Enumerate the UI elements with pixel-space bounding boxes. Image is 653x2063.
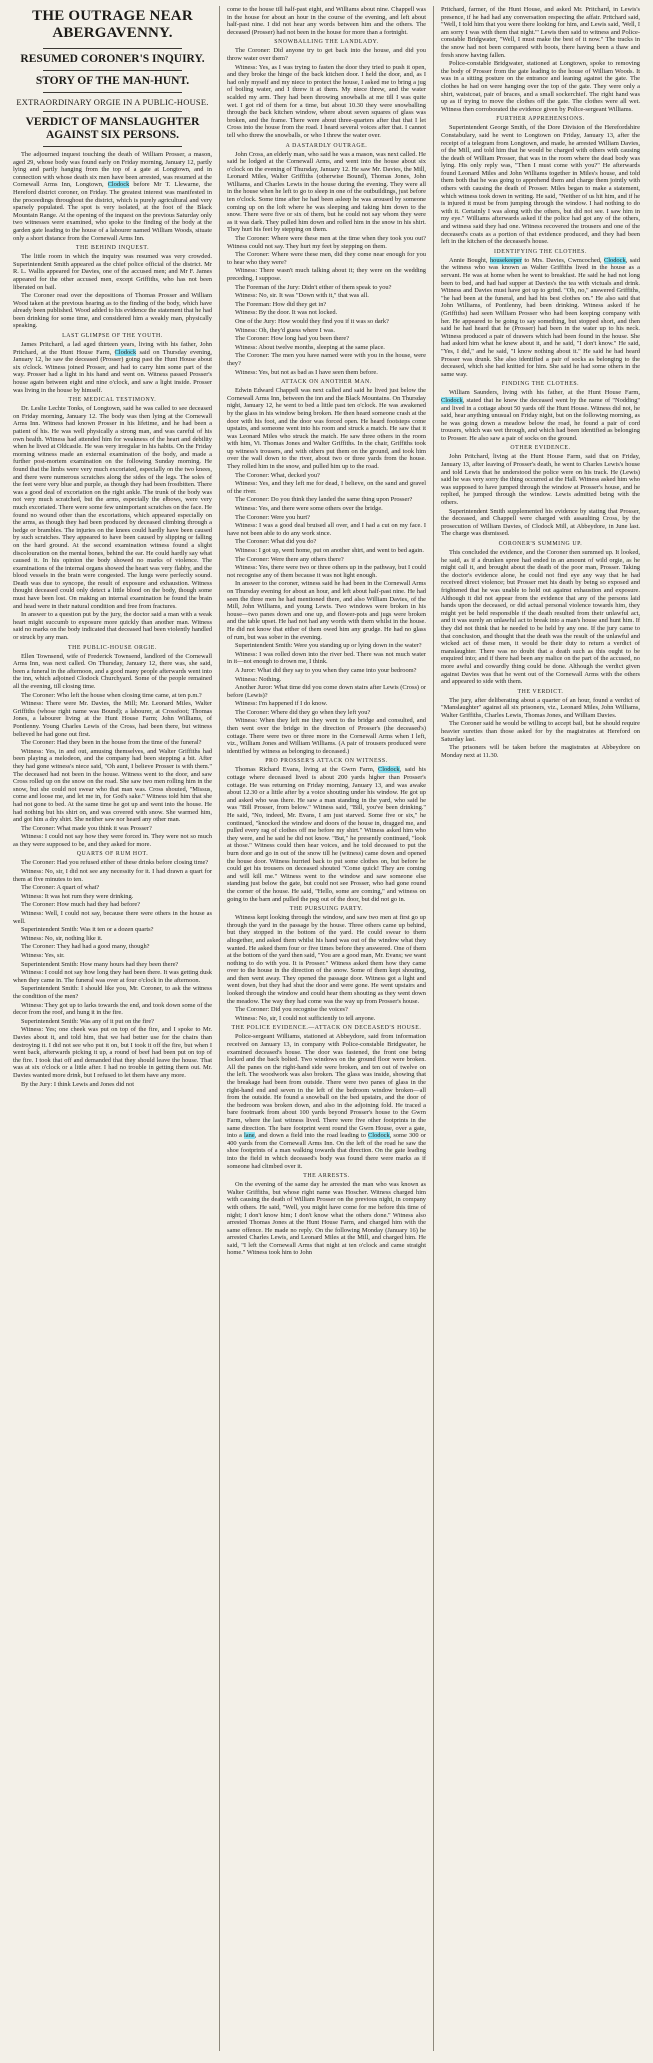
highlight: Clodock — [107, 181, 130, 189]
paragraph: James Pritchard, a lad aged thirteen years, living with his father, John Pritchard, at the Hunt House Farm, Clodock said on Thursday evening, January 12, he saw the deceased (Prosser) going past the Hunt House about six o'clock. Witness joined Prosser, and had to carry him some part of the way. Prosser had a light in his hand and went on. Witness passed Prosser's house again between eight and nine o'clock, and saw a light inside. Prosser was living in the house by himself. — [13, 341, 213, 394]
paragraph: The Coroner: Where were these men, did they come near enough for you to hear who they were? — [227, 251, 426, 266]
paragraph: Superintendent Smith: How many hours had they been there? — [21, 960, 179, 968]
paragraph: One of the Jury: How would they find you if it was so dark? — [235, 317, 389, 325]
paragraph: The Foreman of the Jury: Didn't either of them speak to you? — [235, 283, 392, 291]
section-heading: LAST GLIMPSE OF THE YOUTH. — [62, 333, 163, 340]
divider — [43, 92, 182, 93]
paragraph: Thomas Richard Evans, living at the Gwrn Farm, Clodock, said his cottage where deceased lived is about 200 yards higher than Prosser's cottage. He was returning on Friday morning, January 13, and was awake about 12.30 or a little after by a voice shouting under his window. He got up and asked who was there. He saw a man standing in the yard, who said he was "Bill Prosser, from below." Witness said, "Bill, you've been drinking." He said, "No, indeed, Mr. Evans, I am just starved. Some five or six," he continued, "knocked the window and doors of the house in, dragged me, and pulled every rag of clothes off me before my shirt." Witness asked him who they were, and he said he did not know. "But," he presently continued, "look at those." Witness could then hear voices, and he told deceased to put the burn door and go in out of the snow till he (witness) came down and opened the house door. Witness hurried back to put some clothes on, but before he could get his trousers on deceased shouted "Come quick! They are coming and will kill me." Witness went to the window and saw someone else standing just below the gate, but could not see Prosser, who had gone round the corner of the house. He said, "Hello, some are coming," and witness on going to the barn and pulled the peg out of the door, but did not go in. — [227, 766, 426, 903]
paragraph: Witness: Nothing. — [235, 675, 282, 683]
paragraph: Witness: It was hot rum they were drinking. — [21, 892, 134, 900]
paragraph: Witness kept looking through the window, and saw two men at first go up through the yard in the passage by the house. Three others came up behind, but they stopped in the bottom of the yard. He could swear to them altogether, and asked them whilst his hand was out of the window what they wanted. He asked them four or five times before they answered. One of them at the bottom of the yard then said, "You are a good man, Mr. Evans; we want nothing to do with you. It is Prosser." Witness asked them how they came over to the house in the direction of the snow. Some of them kept shouting, and then went away. They opened the passage door. Witness got a light and went down, but they had shut the door and were gone. He went upstairs and looked through the window and could hear them shouting as they went down the meadow. The way they had come was the way up from Prosser's house. — [227, 914, 426, 1005]
paragraph: William Saunders, living with his father, at the Hunt House Farm, Clodock, stated that he knew the deceased went by the name of "Nodding" and lived in a cottage about 50 yards off the Hunt House. Witness did not, he said, hear anything unusual on Friday night, but on the following morning, as he was going down a meadow below the road, he found a pair of cord trousers, which was wet through, and which had been identified as belonging to Prosser. He also saw a pair of socks on the ground. — [441, 389, 640, 442]
section-heading: FURTHER APPREHENSIONS. — [496, 116, 585, 123]
paragraph: Superintendent Smith supplemented his evidence by stating that Prosser, the deceased, and Chappell were charged with assaulting Cross, by the prosecution of William Davies, of Clodock Mill, at Abbeydore, in June last. The charge was dismissed. — [441, 507, 640, 538]
highlight: Clodock — [114, 348, 137, 356]
paragraph: Superintendent Smith: I should like you, Mr. Coroner, to ask the witness the condition of the men? — [13, 985, 212, 1000]
paragraph: The Coroner: Where did they go when they left you? — [235, 708, 371, 716]
paragraph: Witness: Yes, but not as bad as I have seen them before. — [235, 368, 378, 376]
paragraph: The Coroner read over the depositions of Thomas Prosser and William Wood taken at the previous hearing as to the finding of the body, which have already been published. Wood added to his evidence the statement that he had been drinking for some time, and considered him a weakly man, physically speaking. — [13, 292, 213, 330]
paragraph: Witness: No, sir, I did not see any necessity for it. I had drawn a quart for them at five minutes to ten. — [13, 868, 212, 883]
paragraph: Witness: I'm happened if I do know. — [235, 700, 328, 708]
newspaper-page — [6, 6, 647, 2051]
paragraph: Ellen Townsend, wife of Frederick Townsend, landlord of the Cornewall Arms Inn, was next called. On Thursday, January 12, there was, she said, been a funeral in the afternoon, and a good many people afterwards went into the inn, which adjoined Clodock Churchyard. Some of the people remained all the evening, till closing time. — [13, 652, 212, 690]
divider — [43, 111, 182, 112]
paragraph: Witness: Well, I could not say, because there were others in the house as well. — [13, 910, 212, 925]
divider — [43, 48, 182, 49]
paragraph: The Coroner said he would be willing to accept bail, but he should require heavier sureties than those asked for by the magistrates at Hereford on Saturday last. — [441, 720, 640, 743]
paragraph: Witness: Yes, as I was trying to fasten the door they tried to push it open, and they broke the hinge of the back kitchen door. I held the door, and, as I had only myself and my niece to protect the house, I asked me to bring a jug of boiling water, and I threw it at them. My niece threw, and the water scalded my arm. They had been throwing snowballs at me till I was quite wet. I got rid of them for a time, but about 10.30 they were snowballing through the back kitchen window, where about seven squares of glass was broken, and the frame. There were about three-quarters after that that I let Cross into the house from the road. I heard several voices after that. I cannot tell who threw the snowballs, or who I threw the water over. — [227, 63, 426, 139]
section-heading: CORONER'S SUMMING UP. — [498, 541, 583, 547]
paragraph: The Coroner: Had they been in the house from the time of the funeral? — [21, 739, 202, 747]
paragraph: Witness: About twelve months, sleeping at the same place. — [235, 343, 385, 351]
paragraph: The Coroner: A quart of what? — [21, 884, 100, 892]
paragraph: Witness: No, sir, I could not sufficiently to tell anyone. — [235, 1014, 376, 1022]
paragraph: The Coroner: Do you think they landed the same thing upon Prosser? — [235, 496, 413, 504]
paragraph: The prisoners will be taken before the magistrates at Abbeydore on Monday next at 11.30. — [441, 744, 640, 759]
paragraph: Witness: No, sir. It was "Down with it," that was all. — [235, 292, 369, 300]
section-heading: PRO PROSSER'S ATTACK ON WITNESS. — [265, 758, 388, 765]
paragraph: On the evening of the same day he arrested the man who was known as Walter Griffiths, but whose right name was Hoscher. Witness charged him with causing the death of William Prosser on the previous night, in company with others. He said, "Well, you might have come for me before this time of night; I don't know him; I don't know what the others done." Witness also arrested Thomas Jones at the Hunt House Farm, and charged him with the same offence. He made no reply. On the following Monday (January 16) he arrested Charles Lewis, and Leonard Miles at the Mill, and charged him. He said, "I left the Cornewall Arms that night at ten o'clock and came straight home." Witness took him to John — [227, 1181, 426, 1257]
paragraph: Witness: When they left me they went to the bridge and consulted, and then went over the bridge in the direction of Prosser's (the deceased's) cottage. There were two or three more in the Cornewall Arms when I left, viz., William Jones and William Williams. (A pair of trousers produced were identified by witness as belonging to deceased.) — [227, 717, 426, 755]
paragraph: Police-constable Bridgwater, stationed at Longtown, spoke to removing the body of Prosser from the gate leading to the house of William Woods. It was in a sitting posture on the entrance and leaning against the gate. The clothes he had on were hanging over the top of the gate. They were only a shirt, waistcoat, pair of braces, and a small sockerchief. The right hand was up as if trying to move the clothes off the gate. The clothes were all wet. Witness then corroborated the evidence given by Police-sergeant Williams. — [441, 60, 640, 113]
paragraph: In answer to a question put by the jury, the doctor said a man with a weak heart might succumb to exposure more quickly than another man. Witness said no marks on the body indicated that deceased had been violently handled or struck by any man. — [13, 611, 212, 642]
paragraph: Annie Bought, housekeeper to Mrs. Davies, Cwmcoched, Clodock, said the witness who was known as Walter Griffiths lived in the house as a servant. He was at home when he went to breakfast. He said he had not long been to bed, and had had supper at Davies's the tea with victuals and drink. Witness and Davies must have got up to grind. "Oh, no," answered Griffiths, "he had been at the funeral, and had his best clothes on." He also said that John Williams, of Pontlenny, had been drinking. Witness asked if he (Griffiths) had seen William Prosser who had been keeping company with her. He appeared to be going to say something, but stopped short, and then said he had heard that he (Prosser) had been in the water up to his neck. Witness produced a pair of drawers which had been found in the house. She had asked him what he knew about it, and he said, "I don't know." He said, "Yes, I did," and he said, "I know nothing about it." He said he had heard Prosser was drunk. She also identified a pair of socks as belonging to the deceased, which she had knitted for him. She said he had some others in the same way. — [441, 256, 640, 378]
paragraph: The Coroner: What made you think it was Prosser? — [21, 824, 152, 832]
section-heading: A DASTARDLY OUTRAGE. — [285, 142, 368, 149]
paragraph: The Coroner: Had you refused either of these drinks before closing time? — [21, 859, 209, 867]
paragraph: Superintendent George Smith, of the Dore Division of the Herefordshire Constabulary, said he went to Longtown on Friday, January 13, after the receipt of a telegram from Longtown, and made, he arrested William Davies, of the Mill, and told him that he would be charged with others with causing the death of William Prosser, that was in the room where the dead body was lying. His only reply was, "Then I must come with you?" He afterwards found Leonard Miles and John Williams together in Miles's house, and told them both that he was going to apprehend them and charge them jointly with others with causing the death of Prosser. Miles began to make a statement, which witness took down in writing. He said, "Neither of us hit him, and if he is injured it must be from jumping through the window. I had nothing to do with it. Certainly I was along with the others, but did not see. I saw him in my eye." Williams afterwards asked if the police had got any of the others, and witness said they had one. Witness recovered the trousers and one of the deceased's coats as a portion of that evidence produced, and they had been left in the kitchen of the deceased's house. — [441, 124, 640, 246]
section-heading: FINDING THE CLOTHES. — [501, 381, 580, 388]
paragraph: The Coroner: Were you hurt? — [235, 513, 310, 521]
section-heading: THE VERDICT. — [517, 688, 564, 695]
paragraph: Superintendent Smith: Were you standing up or lying down in the water? — [235, 642, 422, 650]
paragraph: This concluded the evidence, and the Coroner then summed up. It looked, he said, as if a drunken spree had ended in an amount of wild orgie, as he might call it, and brought about the death of the poor man, Prosser. Taking the doctor's evidence alone, he could not find eye any way that he had received direct violence; but Prosser met his death by being so exposed and frightened that he was unable to hold out against exhaustion and exposure. Although it did not appear from the evidence that any of the persons laid hands upon the deceased, or did actual personal violence towards him, they might yet be held responsible if the death resulted from their unlawful act, and it was surely an unlawful act to break into a man's house and hunt him. If they did not think that he needed to be held by any one. If the jury came to that conclusion, and thought that the death was the result of the unlawful and wicked act of these men, it would be their duty to return a verdict of manslaughter. There was no doubt that a death such as this ought to be enquired into; and if there had been any malice on the part of the accused, no more awful and cowardly thing could be done. Although the verdict given against Davies was that he went out of the Cornewall Arms with the others and appeared to side with them. — [441, 549, 640, 686]
paragraph: Witness: Yes, and they left me for dead, I believe, on the sand and gravel of the river. — [227, 480, 426, 495]
section-heading: IDENTIFYING THE CLOTHES. — [493, 248, 588, 255]
paragraph: The Coroner: The men you have named were with you in the house, were they? — [227, 352, 426, 367]
paragraph: Pritchard, farmer, of the Hunt House, and asked Mr. Pritchard, in Lewis's presence, if he had had any conversation respecting the affair. Pritchard said, "Well, I told him that you were there looking for him, and Lewis said, 'Well, I am sorry I was with them that night.'" Lewis then said to witness and Police-constable Bridgwater, "Well, I must make the best of it now." The tracks in the snow had not been compared with boots, there having been a thaw and fresh snow having fallen. — [441, 6, 640, 59]
divider — [43, 70, 182, 71]
section-heading: THE MEDICAL TESTIMONY. — [68, 397, 157, 404]
paragraph: Witness: I got up, went home, put on another shirt, and went to bed again. — [235, 547, 424, 554]
paragraph: The Coroner: Were there any others there? — [235, 555, 344, 563]
paragraph: Witness: Yes, in and out, amusing themselves, and Walter Griffiths had been playing a melodeon, and the company had been stepping a bit. After they had gone witness's niece said, "Oh aunt, I believe Prosser is with them." The deceased had not been in the house. Witness went to the door, and saw Cross rolled up on the snow on the road. She saw two men rolling him in the snow, but she could not swear who that man was. Cross shouted, "Missus, come and loose me, and let me in, for God's sake." Witness told him that she had not gone to bed. At the same time he got up and went into the house. He had nothing but his shirt on, and was covered with snow. She warmed him, and got him a dry shirt. She neither saw nor heard any other man. — [13, 747, 212, 824]
paragraph: The Coroner: How much had they had before? — [21, 901, 141, 909]
paragraph: John Pritchard, living at the Hunt House Farm, said that on Friday, January 13, after leaving of Prosser's death, he went to Charles Lewis's house and told Lewis that he understood the police were on his track. He (Lewis) said he was very sorry the thing occurred at the Hall. Witness asked him who was supposed to have jumped through the window at Prosser's house, and he replied, he jumped through the window. Lewis admitted being with the others. — [441, 453, 640, 507]
highlight: Clodock — [368, 1132, 390, 1140]
paragraph: Witness: I could not say how they were forced in. They were not so much as they were supposed to be, and they asked for more. — [13, 833, 212, 848]
section-heading: THE PURSUING PARTY. — [289, 906, 364, 913]
paragraph: Witness: Yes, there were two or three others up in the pathway, but I could not recognise any of them because it was not light enough. — [227, 564, 426, 579]
section-heading: THE PUBLIC-HOUSE ORGIE. — [68, 644, 157, 651]
highlight: lane — [243, 1132, 255, 1140]
headline: THE OUTRAGE NEAR ABERGAVENNY. — [32, 8, 193, 41]
paragraph: The Coroner: Did anyone try to get back into the house, and did you throw water over them? — [227, 47, 426, 62]
paragraph: Witness: Yes, sir. — [21, 952, 65, 959]
paragraph: Dr. Leslie Lechte Tonks, of Longtown, said he was called to see deceased on Friday morning, January 12. The body was then lying at the Cornewall Arms Inn. Witness had known Prosser in his lifetime, and he had been a patient of his. He was well physically a strong man, and was careful of his own health. Witness had attended him for weakness of the heart and debility when he lived at Oldcastle. He was very irregular in his habits. On the Friday morning witness made an external examination of the body, and made a further post-mortem examination on the following Sunday morning. He found that the limbs were very much excoriated, especially on the two knees, and there were numerous scratches along the sides of the legs. The soles of the feet were very blue and purple, as though they had been frostbitten. There was a good deal of excoriation on the right ankle. The trunk of the body was not very much scratched, but the arms, especially the elbows, were very much excoriated. There were some few unimportant scratches on the face. He found no wound other than the excoriations, which appeared especially on the arms, as though they had been produced by deceased climbing through a hedge or brambles. The injuries on the knees could hardly have been caused by such scratches. They appeared to have been caused by slipping or falling on the hard ground. At the second examination witness found a slight discolouration on the mental bones, behind the ear. He could hardly say what caused it. In his opinion the body showed no marks of violence. The examinations of the internal organs showed the heart was very flabby, and the blood vessels in the brain were congested. The lungs were perfectly sound. Death was due to syncope, the result of exposure and exhaustion. Witness thought deceased could only detect a little blood on the body, though some must have been lost. On making an internal examination he found the brain and head were in their natural condition and free from fractures. — [13, 405, 212, 610]
paragraph: Witness: They got up to larks towards the end, and took down some of the decor from the roof, and hung it in the fire. — [13, 1001, 212, 1017]
paragraph: The Coroner: They had had a good many, though? — [21, 943, 150, 951]
highlight: Clodock — [441, 396, 463, 404]
paragraph: Witness: There wasn't much talking about it; they were on the wedding preceding, I suppose. — [227, 267, 426, 282]
section-heading: OTHER EVIDENCE. — [510, 445, 571, 452]
section-heading: QUARTS OF RUM HOT. — [76, 851, 149, 858]
paragraph: Witness: No, sir, nothing like it. — [21, 934, 103, 942]
paragraph: The jury, after deliberating about a quarter of an hour, found a verdict of "Manslaughter" against all six prisoners, viz., Leonard Miles, John Williams, Walter Griffiths, Charles Lewis, Thomas Jones, and William Davies. — [441, 696, 640, 719]
paragraph: Another Juror: What time did you come down stairs after Lewis (Cross) or before (Lewis)? — [227, 684, 426, 699]
section-heading: THE POLICE EVIDENCE.—ATTACK ON DECEASED'S HOUSE. — [231, 1025, 422, 1032]
paragraph: In answer to the coroner, witness said he had been in the Cornewall Arms on Thursday evening for about an hour, and left about half-past nine. He had seen the three men he had mentioned there, and also William Davies, of the Mill, John Williams, and young Lewis. Two windows were broken in his house—two panes down and one up, and flower-pots and jugs were broken and the table upset. He had not had any words with them whilst in the house. He did not know that either of them owed him any grudge. He had no glass of rum, but was sober in the evening. — [227, 580, 426, 641]
paragraph: By the Jury: I think Lewis and Jones did not — [21, 1080, 135, 1088]
paragraph: Superintendent Smith: Was any of it put on the fire? — [21, 1017, 155, 1025]
paragraph: Police-sergeant Williams, stationed at Abbeydore, said from information received on January 13, in company with Police-constable Bridgwater, he examined deceased's house. The door was fastened, the front one being locked and the back bolted. Two windows on the ground floor were broken. All the panes on the right-hand side were broken, and ten out of twelve on the left. The woodwork was also broken. The glass was inside, showing that the breakage had been from outside. There were two panes of glass in the right-hand end and seven in the left of the bedroom window broken—all from the outside. He found a snowball on the bed upstairs, and the door of the bedroom was broken down, and also in the adjoining fold. He traced a bare footmark from about 100 yards beyond Prosser's house to the Gwrn Farm, where the last witness lived. There were five other footprints in the same direction. The bare footprint went round the Gwrn House, over a gate, into a lane, and down a field into the road leading to Clodock, some 300 or 400 yards from the Cornewall Arms Inn. On the left of the road he saw the shoe footprints of a man walking towards that direction. On the gate leading into the field in which deceased's body was found there were marks as if someone had climbed over it. — [227, 1033, 426, 1170]
highlight: Clodock — [377, 766, 400, 774]
paragraph: Witness: By the door. It was not locked. — [235, 309, 338, 317]
divider — [43, 146, 182, 147]
paragraph: Witness: There were Mr. Davies, the Mill; Mr. Leonard Miles, Walter Griffiths (whose right name was Bound); a labourer, at Crossfoot; Thomas Jones, a labourer living at the Hunt House Farm; John Williams, of Pontlenny. Young Charles Lewis of the Cross, had been there, but witness believed he had gone out first. — [13, 700, 212, 738]
section-heading: THE BEHIND INQUEST. — [75, 245, 150, 252]
paragraph: The little room in which the inquiry was resumed was very crowded. Superintendent Smith appeared as the chief police official of the district. Mr R. L. Wallis appeared for Davies, one of the accused men; and Mr F. James appeared for the other accused men, except Griffiths, who has not been liberated on bail. — [13, 253, 212, 291]
paragraph: come to the house till half-past eight, and Williams about nine. Chappell was in the house for about an hour in the course of the evening, and left about half-past nine. I did not hear any words between him and the others. The deceased (Prosser) had not been in the house for more than a fortnight. — [227, 6, 426, 36]
paragraph: The Coroner: What, decked you? — [235, 471, 320, 479]
column-1 — [6, 6, 220, 2051]
highlight: Clodock — [603, 256, 626, 264]
column-3 — [434, 6, 647, 2051]
paragraph: Witness: I could not say how long they had been there. It was getting dusk when they came in. The funeral was over at four o'clock in the afternoon. — [13, 969, 212, 984]
paragraph: The Foreman: How did they get in? — [235, 300, 327, 308]
subheading-orgie: EXTRAORDINARY ORGIE IN A PUBLIC-HOUSE. — [16, 97, 209, 107]
highlight: housekeeper — [489, 256, 522, 264]
paragraph: Witness: I was rolled down into the river bed. There was not much water in it—not enough to drown me, I think. — [227, 650, 426, 666]
subheading-story: STORY OF THE MAN-HUNT. — [35, 75, 190, 87]
paragraph: The Coroner: Where were these men at the time when they took you out? Witness could not say. They hurt my feet by stepping on them. — [227, 235, 426, 250]
paragraph: Witness: Yes, and there were some others over the bridge. — [235, 505, 383, 513]
paragraph: Edwin Edward Chappell was next called and said he lived just below the Cornewall Arms Inn, between the inn and the Black Mountains. On Thursday night, January 12, he went to bed a little past ten o'clock. He was awakened by the glass in his window being broken. He then heard someone crash at the door with his foot, and the door was forced open. He heard footsteps come upstairs, and someone went into his room and struck a match. He saw that it was Leonard Miles who struck the match. He saw three others in the room with him, Vi. Thomas Jones and Walter Griffiths. In the chair, Griffiths took up witness's trousers, and with others put them on the ground, and took him over the wall down to the river, about two or three yards from the house. They rolled him in the snow, and pulled him up to the road. — [227, 387, 426, 471]
paragraph: Witness: Oh, they'd guess where I was. — [235, 326, 335, 334]
section-heading: THE ARRESTS. — [303, 1173, 350, 1180]
paragraph: The adjourned inquest touching the death of William Prosser, a mason, aged 29, whose body was found early on Friday morning, January 12, partly lying and partly hanging from the top of a gate at Longtown, and in connection with whose death six men have been arrested, was resumed at the Cornewall Arms Inn, Longtown, Clodock before Mr T. Llewarne, the Hereford district coroner, on Friday. The greatest interest was manifested in the proceedings throughout the district, which is purely agricultural and very sparsely populated. The spot is very isolated, at the foot of the Black Mountain Range. At the opening of the inquest on the previous Saturday only two witnesses were examined, who spoke to the finding of the body at the garden gate leading to the house of a labourer named William Woods, situate only a short distance from the Cornewall Arms Inn. — [13, 151, 213, 242]
subheading-verdict: VERDICT OF MANSLAUGHTER AGAINST SIX PERSONS. — [25, 116, 200, 141]
paragraph: Witness: I was a good deal bruised all over, and I had a cut on my face. I have not been able to do any work since. — [227, 522, 426, 537]
paragraph: The Coroner: Who left the house when closing time came, at ten p.m.? — [21, 691, 202, 699]
paragraph: A Juror: What did they say to you when they came into your bedroom? — [235, 666, 417, 674]
paragraph: The Coroner: Did you recognise the voices? — [235, 1006, 348, 1014]
section-heading: ATTACK ON ANOTHER MAN. — [281, 379, 372, 386]
subheading-resumed: RESUMED CORONER'S INQUIRY. — [20, 53, 205, 65]
paragraph: The Coroner: What did you do? — [235, 538, 317, 546]
section-heading: SNOWBALLING THE LANDLADY. — [274, 39, 379, 46]
paragraph: Witness: Yes; one cheek was put on top of the fire, and I spoke to Mr. Davies about it, and told him, that we had better use for the chairs than destroying it. I did not see who put it on, but I took it off the fire, but when I went back, afterwards picking it up, a round of beef had been put on top of the fire. I took that off and demanded that they should leave the house. That was at six o'clock or a little after. I had no trouble in getting them out. Mr. Davies wanted more drink, but I refused to let them have any more. — [13, 1026, 212, 1079]
column-2 — [220, 6, 434, 2051]
paragraph: Superintendent Smith: Was it ten or a dozen quarts? — [21, 926, 154, 934]
paragraph: The Coroner: How long had you been there? — [235, 335, 350, 343]
paragraph: John Cross, an elderly man, who said he was a mason, was next called. He said he lodged at the Cornewall Arms, and went into the house about six o'clock on the evening of Thursday, January 12. He saw Mr. Davies, the Mill, Leonard Miles, Walter Griffiths (otherwise Bound), Thomas Jones, John Williams, and Charles Lewis in the house during the evening. They were all in the house when he left to go to sleep in one of the outbuildings, just before ten o'clock. Some time after he had been asleep he was aroused by someone coming up on the loft where he was sleeping and taking him down to the snow. There were five or six of them, but he could not say whom they were as it was dark. They pulled him down and rolled him in the snow in his shirt. They hurt his feet by stepping on them. — [227, 150, 426, 234]
